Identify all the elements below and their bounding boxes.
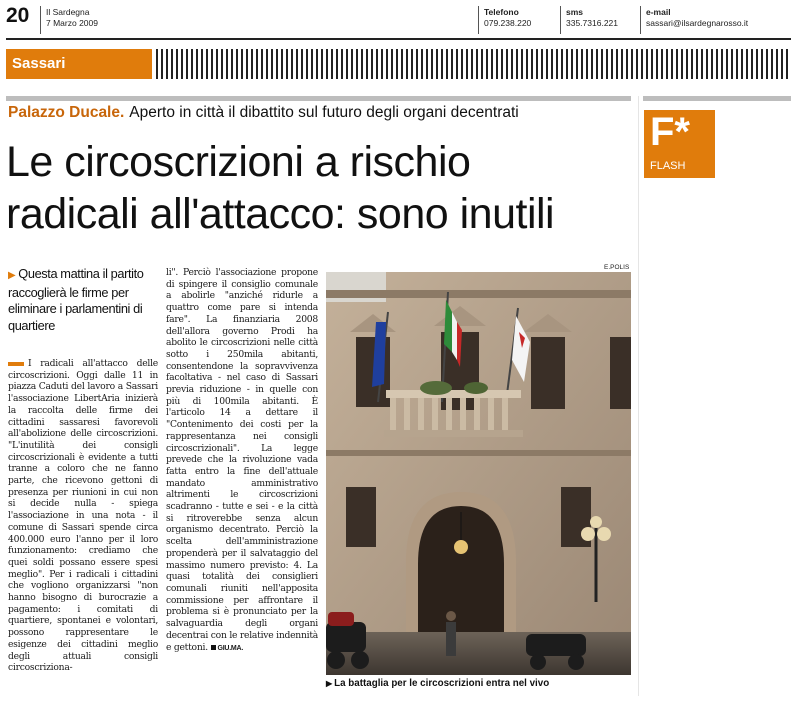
article-text-1: I radicali all'attacco delle circoscrizioni. Oggi dalle 11 in piazza Caduti del lavoro a Sassari l'associazione LibertAria inizierà la raccolta delle firme dei cittadini sassaresi favorevoli all'abolizione delle circoscrizioni. "L'inutilità dei consigli circoscrizionali è evidente a tutti tranne a coloro che ne fanno parte, che ricevono gettoni di presenza per riunioni in cui non si decide nulla - spiega l'associazione in una nota - il comune di Sassari spende circa 400.000 euro l'anno per il loro funzionamento: crediamo che quei soldi possano essere spesi meglio". Per i radicali i cittadini che vogliono organizzarsi "non hanno bisogno di burocrazie a pagamento: i comitati di quartiere, spontanei e volontari, possono rappresentare le esigenze dei cittadini meglio degli attuali consigli circoscriziona- <box>8 358 158 674</box>
section-tag: Sassari <box>6 49 152 79</box>
author-signature: GIU.MA. <box>211 645 243 652</box>
article-column-1 <box>8 358 158 674</box>
flash-mark: F* <box>650 110 690 154</box>
phone-label: Telefono <box>484 7 519 17</box>
column-divider <box>638 96 639 696</box>
kicker-rule <box>6 96 631 101</box>
headline-line-1: Le circoscrizioni a rischio <box>6 138 471 186</box>
photo-credit: E.POLIS <box>604 264 630 271</box>
header-separator <box>40 6 41 34</box>
header-separator <box>478 6 479 34</box>
palazzo-ducale-image <box>326 272 631 675</box>
headline <box>6 136 636 240</box>
phone-value: 079.238.220 <box>484 18 532 28</box>
header-separator <box>640 6 641 34</box>
flash-rule <box>643 96 791 101</box>
sms-block <box>566 7 618 29</box>
caption-bullet-icon: ▶ <box>326 679 333 688</box>
publication-block <box>46 7 98 29</box>
subheading <box>8 266 156 334</box>
article-photo <box>326 272 631 675</box>
page-number: 20 <box>6 4 30 27</box>
email-block <box>646 7 748 29</box>
photo-caption <box>326 678 549 689</box>
header-rule <box>6 38 791 40</box>
publication-date: 7 Marzo 2009 <box>46 18 98 28</box>
subheading-text: Questa mattina il partito raccoglierà le firme per eliminare i parlamentini di quartiere <box>8 266 144 333</box>
sms-label: sms <box>566 7 584 17</box>
email-label: e-mail <box>646 7 671 17</box>
kicker <box>8 104 519 122</box>
kicker-location: Palazzo Ducale. <box>8 104 125 121</box>
header-separator <box>560 6 561 34</box>
phone-block <box>484 7 531 29</box>
section-stripes <box>156 49 791 79</box>
lead-marker <box>8 362 24 366</box>
bullet-icon: ▶ <box>8 270 16 281</box>
headline-line-2: radicali all'attacco: sono inutili <box>6 190 555 238</box>
sms-value: 335.7316.221 <box>566 18 618 28</box>
flash-box <box>644 110 715 178</box>
publication-name: Il Sardegna <box>46 7 90 17</box>
kicker-text: Aperto in città il dibattito sul futuro degli organi decentrati <box>129 104 519 121</box>
email-value: sassari@ilsardegnarosso.it <box>646 18 749 28</box>
article-column-2 <box>166 267 318 654</box>
caption-text: La battaglia per le circoscrizioni entra nel vivo <box>334 678 550 689</box>
article-text-2: li". Perciò l'associazione propone di spingere il consiglio comunale a abolirle "anziché ridurle a quattro come pare si intenda fare". La finanziaria 2008 dell'allora governo Prodi ha abolito le circoscrizioni nelle città sotto i 250mila abitanti, consentendone la sopravvivenza facoltativa - nel caso di Sassari previa riduzione - in quelle con più di 100mila abitanti. È l'articolo 14 a dettare il "Contenimento dei costi per la rappresentanza nei consigli circoscrizionali". La legge prevede che la rivoluzione vada fatta entro la fine dell'attuale mandato amministrativo altrimenti le circoscrizioni scadranno - tutte e sei - e la città si ritroverebbe senza alcun organismo decentrato. Perciò la scelta dell'amministrazione propenderà per il salvataggio del massimo numero previsto: 4. La quasi totalità dei consiglieri comunali riuniti nell'apposita commissione per affrontare il problema si è pronunciato per la salvaguardia degli organi decentrai con le relative indennità e gettoni. <box>166 267 318 653</box>
flash-label: FLASH <box>650 160 686 172</box>
signature-marker <box>211 645 216 650</box>
